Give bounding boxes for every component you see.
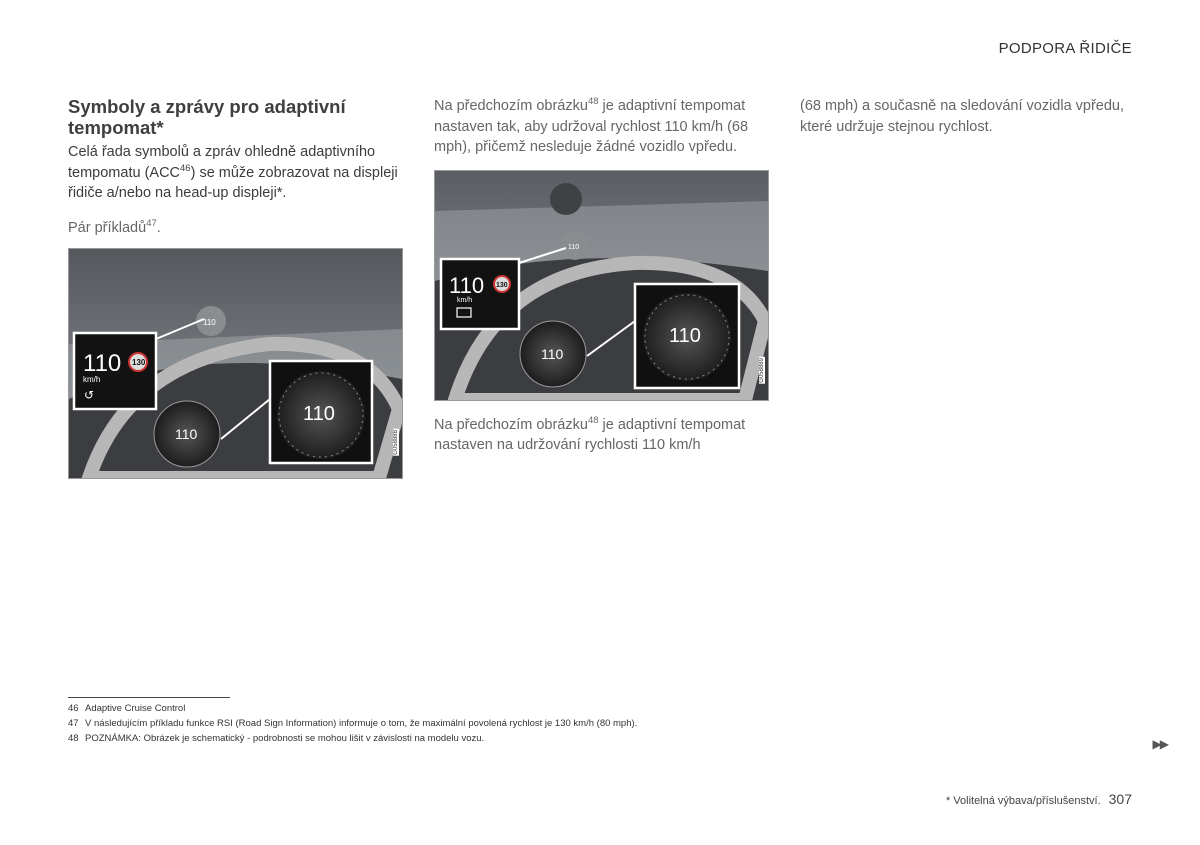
- acc-illustration-1: [68, 248, 403, 479]
- figure-code: G058889: [759, 357, 765, 383]
- continuation-paragraph: (68 mph) a současně na sledování vozidla vpředu, které udržuje stejnou rychlost.: [800, 98, 1125, 135]
- hud-speed: 110: [568, 243, 580, 251]
- left-column: [68, 96, 402, 479]
- speed-unit: km/h: [457, 296, 473, 304]
- caption-paragraph: Na předchozím obrázku$^{48}$ je adaptivní tempomat nastaven na udržování rychlosti 110 km/h: [434, 414, 746, 453]
- acc-set-speed: 110: [83, 350, 122, 377]
- main-gauge-speed: 110: [303, 403, 335, 425]
- intro-paragraph: Celá řada symbolů a zpráv ohledně adaptivního tempomatu (ACC$^{46}$) se může zobrazovat na displeji řidiče a/nebo na head-up displeji*.: [68, 144, 398, 201]
- description-paragraph: Na předchozím obrázku$^{48}$ je adaptivní tempomat nastaven tak, aby udržoval rychlost 110 km/h (68 mph), přičemž nesleduje žádné vozidlo vpředu.: [434, 96, 749, 155]
- middle-column: [434, 96, 768, 456]
- optional-equipment-note: * Volitelná výbava/příslušenství.: [945, 795, 1101, 807]
- double-arrow-right-icon[interactable]: ▶▶: [1152, 737, 1167, 751]
- figure-code: G058888: [393, 430, 399, 455]
- speed-limit-sign: 130: [132, 358, 146, 367]
- footnote-ref-46: 46: [180, 162, 191, 174]
- footnote-divider: [68, 697, 230, 698]
- main-gauge-speed: 110: [669, 324, 701, 347]
- footnote-46: 46 Adaptive Cruise Control: [68, 703, 186, 714]
- speed-limit-sign: 130: [496, 281, 508, 289]
- footnote-48: 48 POZNÁMKA: Obrázek je schematický - podrobnosti se mohou lišit v závislosti na modelu vozu.: [68, 733, 485, 744]
- hud-speed: 110: [203, 318, 216, 327]
- footnote-ref-48: 48: [587, 96, 599, 108]
- acc-illustration-2: [434, 170, 769, 401]
- section-title: PODPORA ŘIDIČE: [998, 40, 1132, 57]
- right-column: [800, 96, 1140, 137]
- acc-icon: ↺: [84, 388, 95, 402]
- section-heading: Symboly a zprávy pro adaptivní tempomat*: [68, 96, 346, 138]
- speed-unit: km/h: [83, 375, 101, 384]
- acc-set-speed: 110: [449, 272, 485, 298]
- page-footer: [946, 791, 1132, 807]
- small-gauge-speed: 110: [175, 426, 198, 442]
- footnote-ref-47: 47: [146, 217, 157, 229]
- small-gauge-speed: 110: [541, 345, 564, 362]
- footnote-ref-48b: 48: [587, 414, 599, 426]
- page-number: 307: [1108, 791, 1132, 807]
- examples-label: Pár příkladů$^{47}$.: [68, 217, 161, 236]
- footnote-47: 47 V následujícím příkladu funkce RSI (Road Sign Information) informuje o tom, že maximální povolená rychlost je 130 km/h (80 mph).: [68, 718, 638, 729]
